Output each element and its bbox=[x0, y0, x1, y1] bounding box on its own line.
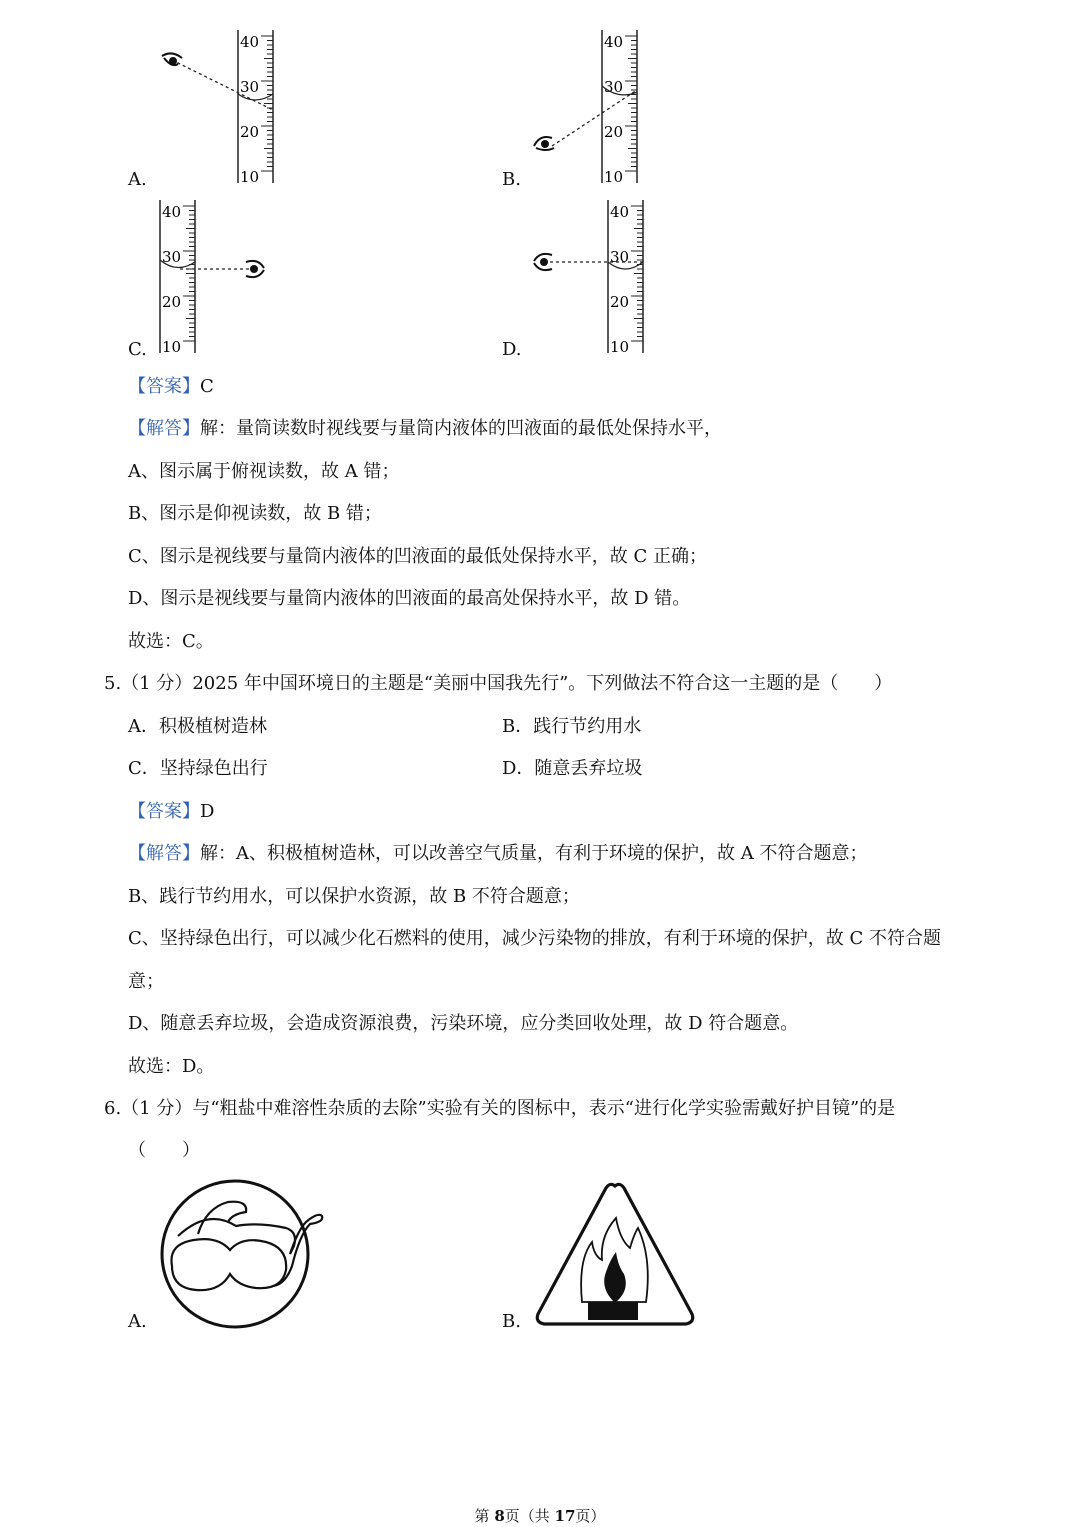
q5-answer bbox=[128, 800, 214, 824]
tick-20: 20 bbox=[240, 123, 260, 141]
q6-option-b-label: B. bbox=[502, 1311, 521, 1332]
answer-tag: 【答案】 bbox=[128, 801, 200, 822]
q4-analysis-line: C、图示是视线要与量筒内液体的凹液面的最低处保持水平，故 C 正确； bbox=[128, 546, 707, 567]
q4-analysis-line: A、图示属于俯视读数，故 A 错； bbox=[128, 461, 400, 482]
q4-analysis-line: B、图示是仰视读数，故 B 错； bbox=[128, 503, 382, 524]
analysis-tag: 【解答】 bbox=[128, 418, 200, 439]
q6-option-a-label: A. bbox=[128, 1311, 147, 1332]
tick-40: 40 bbox=[604, 33, 624, 51]
tick-30: 30 bbox=[162, 248, 182, 266]
tick-20: 20 bbox=[162, 293, 182, 311]
eye-icon bbox=[534, 137, 554, 150]
cylinder-figure-a bbox=[150, 28, 290, 188]
tick-30: 30 bbox=[610, 248, 630, 266]
q5-option-d: D．随意丢弃垃圾 bbox=[502, 758, 643, 779]
q6-stem-line1: 6.（1 分）与“粗盐中难溶性杂质的去除”实验有关的图标中，表示“进行化学实验需戴好护目镜”的是 bbox=[104, 1098, 896, 1119]
tick-10: 10 bbox=[604, 168, 624, 186]
q5-option-c: C．坚持绿色出行 bbox=[128, 758, 268, 779]
q5-option-b: B．践行节约用水 bbox=[502, 716, 642, 737]
tick-30: 30 bbox=[240, 78, 260, 96]
tick-20: 20 bbox=[610, 293, 630, 311]
total-pages: 17 bbox=[554, 1507, 576, 1525]
q4-answer bbox=[128, 375, 214, 399]
answer-tag: 【答案】 bbox=[128, 376, 200, 397]
q5-option-a: A．积极植树造林 bbox=[128, 716, 267, 737]
analysis-tag: 【解答】 bbox=[128, 843, 200, 864]
q5-analysis-line: B、践行节约用水，可以保护水资源，故 B 不符合题意； bbox=[128, 886, 580, 907]
q5-analysis-line: D、随意丢弃垃圾，会造成资源浪费，污染环境，应分类回收处理，故 D 符合题意。 bbox=[128, 1013, 799, 1034]
tick-10: 10 bbox=[610, 338, 630, 356]
tick-40: 40 bbox=[162, 203, 182, 221]
current-page: 8 bbox=[494, 1507, 505, 1525]
q4-analysis-line: 故选：C。 bbox=[128, 631, 214, 652]
cylinder-figure-b bbox=[520, 28, 660, 188]
cylinder-a bbox=[238, 30, 273, 183]
q5-stem: 5.（1 分）2025 年中国环境日的主题是“美丽中国我先行”。下列做法不符合这一主题的是（ ） bbox=[104, 673, 893, 694]
sight-line bbox=[552, 90, 637, 146]
tick-10: 10 bbox=[240, 168, 260, 186]
figure-a-label: A. bbox=[128, 169, 147, 190]
q5-analysis-line: 【解答】解：A、积极植树造林，可以改善空气质量，有利于环境的保护，故 A 不符合题意； bbox=[128, 843, 868, 864]
page-footer: 第 8页（共 17页） bbox=[474, 1507, 606, 1525]
figure-d-label: D. bbox=[502, 339, 522, 360]
q6-stem-line2: （ ） bbox=[128, 1140, 200, 1161]
figure-b-label: B. bbox=[502, 169, 521, 190]
tick-30: 30 bbox=[604, 78, 624, 96]
answer-value: C bbox=[200, 376, 214, 397]
eye-icon bbox=[534, 254, 552, 270]
goggles-icon bbox=[158, 1178, 328, 1330]
flame-warning-icon bbox=[530, 1178, 700, 1330]
figure-c-label: C. bbox=[128, 339, 147, 360]
q5-analysis-line: 意； bbox=[128, 971, 164, 992]
answer-value: D bbox=[200, 801, 215, 822]
tick-40: 40 bbox=[240, 33, 260, 51]
q5-analysis-line: 故选：D。 bbox=[128, 1056, 215, 1077]
q4-analysis-line: D、图示是视线要与量筒内液体的凹液面的最高处保持水平，故 D 错。 bbox=[128, 588, 691, 609]
q4-analysis-line: 【解答】解：量筒读数时视线要与量筒内液体的凹液面的最低处保持水平， bbox=[128, 418, 722, 439]
cylinder-figure-c bbox=[150, 198, 290, 358]
tick-40: 40 bbox=[610, 203, 630, 221]
q5-analysis-line: C、坚持绿色出行，可以减少化石燃料的使用，减少污染物的排放，有利于环境的保护，故 C 不符合题 bbox=[128, 928, 941, 949]
cylinder-figure-d bbox=[520, 198, 660, 358]
tick-10: 10 bbox=[162, 338, 182, 356]
tick-20: 20 bbox=[604, 123, 624, 141]
